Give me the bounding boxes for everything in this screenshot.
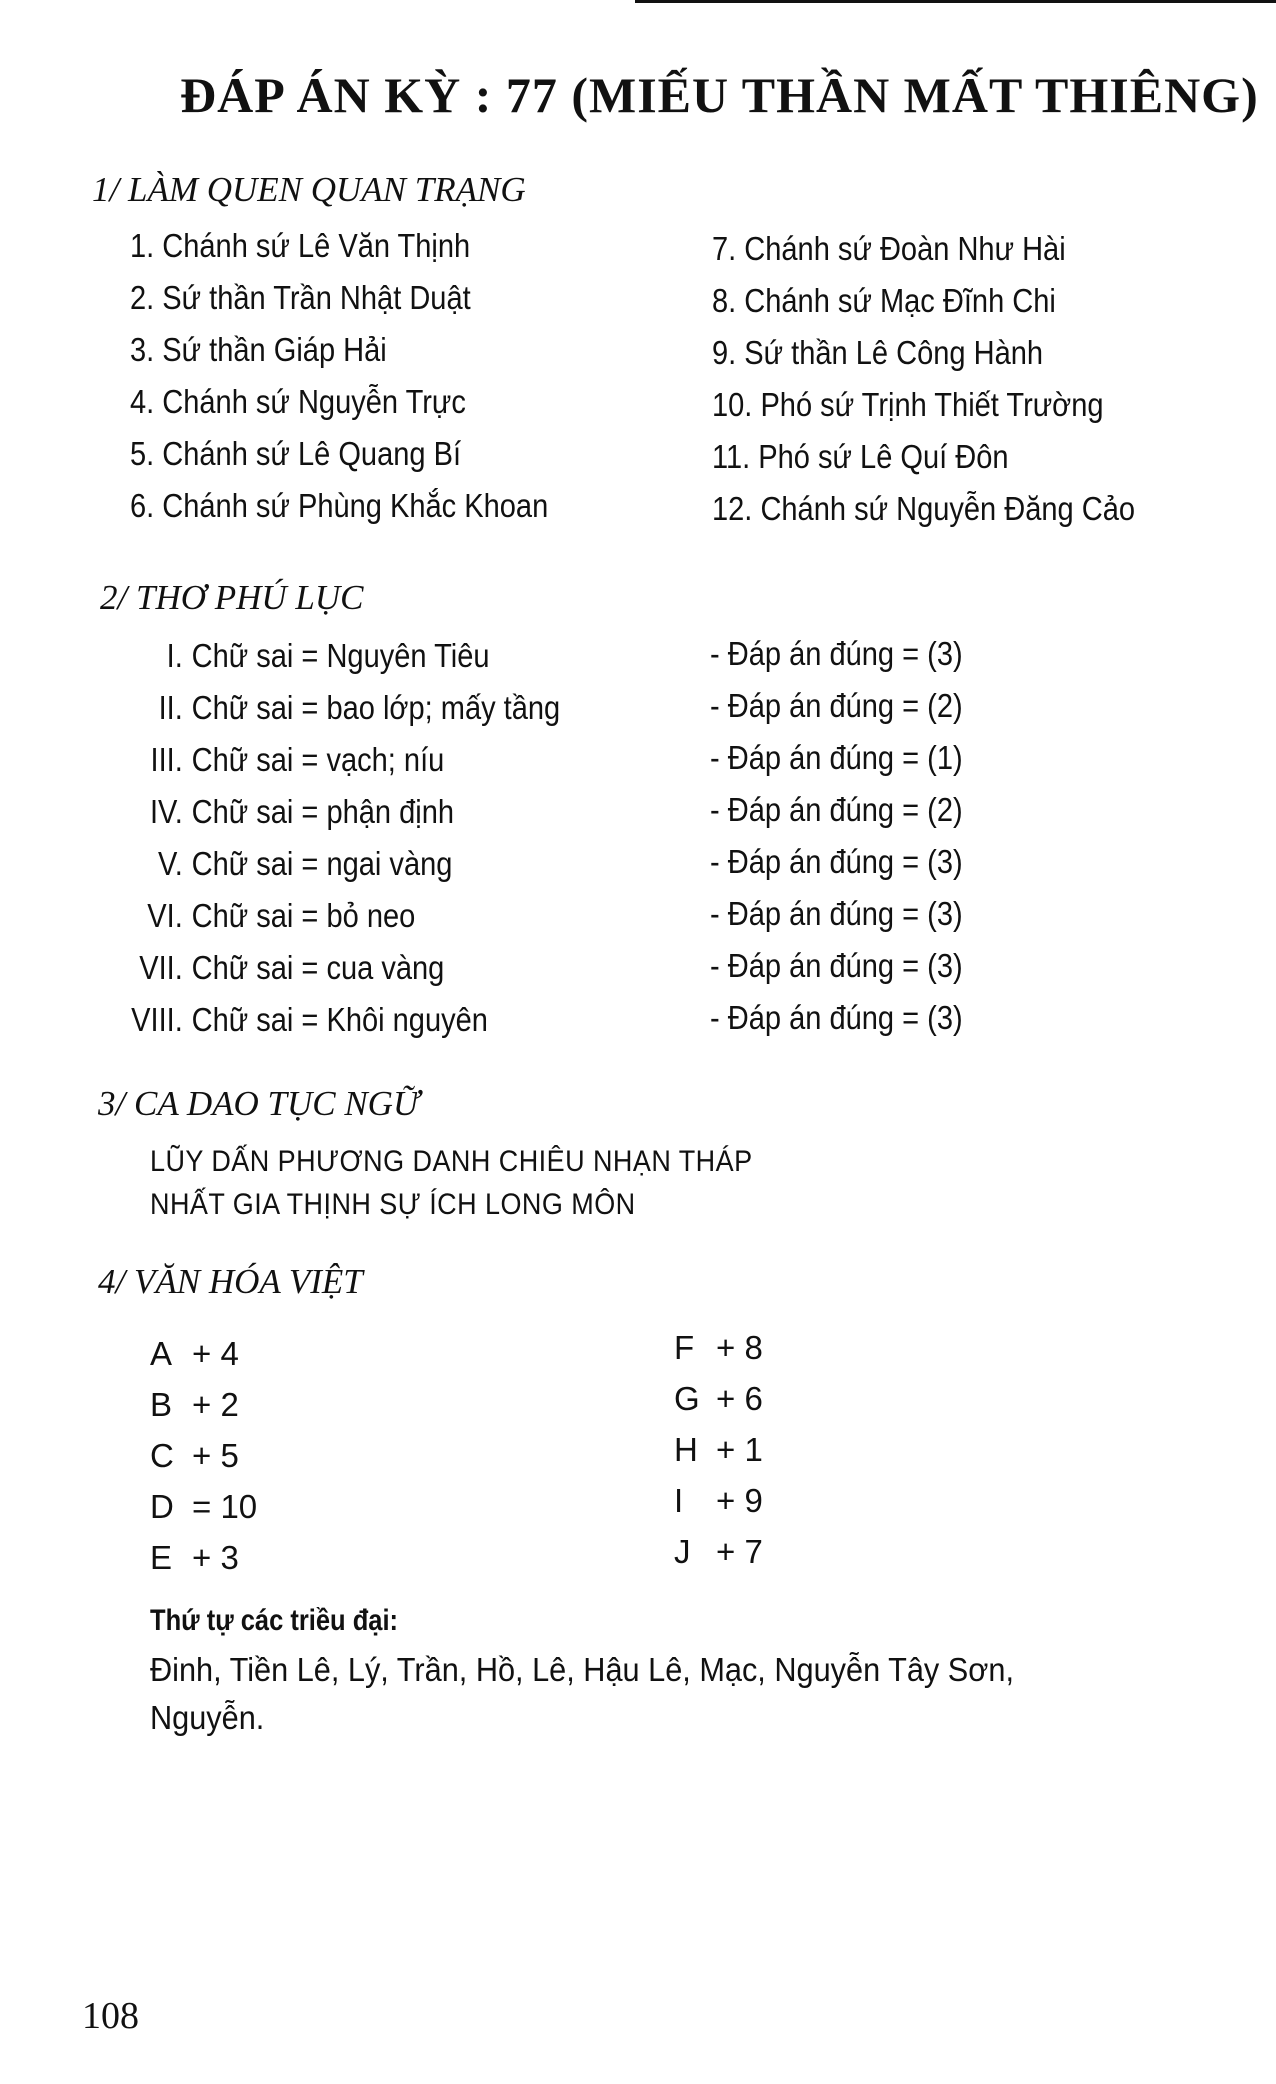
- list-item: [130, 630, 560, 682]
- roman-numeral: VIII.: [131, 1001, 183, 1038]
- pair-item: [674, 1373, 763, 1424]
- list-item: 1. Chánh sứ Lê Văn Thịnh: [130, 227, 471, 264]
- list-item: 12. Chánh sứ Nguyễn Đăng Cảo: [712, 490, 1136, 527]
- dynasty-order-heading: Thứ tự các triều đại:: [150, 1604, 399, 1637]
- pair-item: [150, 1430, 257, 1481]
- pair-item: [674, 1526, 763, 1577]
- section4-heading: 4/ VĂN HÓA VIỆT: [98, 1262, 363, 1301]
- pair-item: [150, 1532, 257, 1583]
- pair-item: [150, 1481, 257, 1532]
- pair-letter: C: [150, 1437, 174, 1474]
- page-title: ĐÁP ÁN KỲ : 77 (MIẾU THẦN MẤT THIÊNG): [180, 67, 1259, 123]
- answer-item: - Đáp án đúng = (3): [710, 999, 963, 1036]
- list-item: [130, 786, 560, 838]
- pair-value: + 7: [716, 1533, 763, 1570]
- list-item: 5. Chánh sứ Lê Quang Bí: [130, 435, 462, 472]
- roman-numeral: VII.: [139, 949, 183, 986]
- section2-answers: [710, 628, 963, 1044]
- pair-letter: H: [674, 1431, 698, 1468]
- wrong-word-text: Chữ sai = ngai vàng: [191, 845, 453, 882]
- section3-heading: 3/ CA DAO TỤC NGỮ: [98, 1084, 420, 1123]
- section3-proverb: [150, 1140, 753, 1226]
- pair-letter: D: [150, 1488, 174, 1525]
- wrong-word-text: Chữ sai = Nguyên Tiêu: [191, 637, 490, 674]
- pair-item: [150, 1379, 257, 1430]
- section2-heading: 2/ THƠ PHÚ LỤC: [100, 578, 364, 617]
- pair-letter: B: [150, 1386, 173, 1423]
- wrong-word-text: Chữ sai = bao lớp; mấy tầng: [191, 689, 561, 726]
- pair-letter: J: [674, 1533, 691, 1570]
- pair-value: + 6: [716, 1380, 763, 1417]
- pair-value: + 1: [716, 1431, 763, 1468]
- wrong-word-text: Chữ sai = Khôi nguyên: [191, 1001, 488, 1038]
- dynasty-order-text: Đinh, Tiền Lê, Lý, Trần, Hồ, Lê, Hậu Lê, Mạc, Nguyễn Tây Sơn, Nguyễn.: [150, 1651, 1014, 1736]
- answer-item: - Đáp án đúng = (3): [710, 947, 963, 984]
- list-item: 7. Chánh sứ Đoàn Như Hài: [712, 230, 1066, 267]
- wrong-word-text: Chữ sai = phận định: [191, 793, 455, 830]
- pair-value: + 5: [192, 1437, 239, 1474]
- roman-numeral: VI.: [147, 897, 183, 934]
- section1-heading: 1/ LÀM QUEN QUAN TRẠNG: [92, 170, 526, 209]
- pair-value: + 4: [192, 1335, 239, 1372]
- list-item: 2. Sứ thần Trần Nhật Duật: [130, 279, 471, 316]
- list-item: 4. Chánh sứ Nguyễn Trực: [130, 383, 466, 420]
- roman-numeral: I.: [166, 637, 183, 674]
- pair-value: + 9: [716, 1482, 763, 1519]
- page-number: 108: [82, 1995, 139, 2037]
- section1-left-list: [130, 220, 548, 532]
- pair-letter: A: [150, 1335, 173, 1372]
- pair-item: [150, 1328, 257, 1379]
- pair-value: = 10: [192, 1488, 258, 1525]
- top-rule: [635, 0, 1276, 3]
- roman-numeral: V.: [158, 845, 183, 882]
- list-item: 9. Sứ thần Lê Công Hành: [712, 334, 1044, 371]
- list-item: [130, 890, 560, 942]
- pair-item: [674, 1475, 763, 1526]
- list-item: [130, 734, 560, 786]
- list-item: 6. Chánh sứ Phùng Khắc Khoan: [130, 487, 549, 524]
- list-item: [130, 942, 560, 994]
- answer-item: - Đáp án đúng = (2): [710, 687, 963, 724]
- roman-numeral: II.: [158, 689, 183, 726]
- wrong-word-text: Chữ sai = bỏ neo: [191, 897, 416, 934]
- answer-item: - Đáp án đúng = (3): [710, 843, 963, 880]
- pair-letter: F: [674, 1329, 695, 1366]
- list-item: 3. Sứ thần Giáp Hải: [130, 331, 387, 368]
- answer-item: - Đáp án đúng = (2): [710, 791, 963, 828]
- pair-value: + 3: [192, 1539, 239, 1576]
- proverb-line: NHẤT GIA THỊNH SỰ ÍCH LONG MÔN: [150, 1188, 636, 1221]
- roman-numeral: III.: [150, 741, 183, 778]
- proverb-line: LŨY DẤN PHƯƠNG DANH CHIÊU NHẠN THÁP: [150, 1145, 753, 1178]
- list-item: [130, 994, 560, 1046]
- pair-letter: I: [674, 1482, 684, 1519]
- pair-item: [674, 1322, 763, 1373]
- list-item: 8. Chánh sứ Mạc Đĩnh Chi: [712, 282, 1056, 319]
- list-item: 10. Phó sứ Trịnh Thiết Trường: [712, 386, 1104, 423]
- pair-value: + 8: [716, 1329, 763, 1366]
- wrong-word-text: Chữ sai = cua vàng: [191, 949, 445, 986]
- list-item: [130, 838, 560, 890]
- list-item: [130, 682, 560, 734]
- list-item: 11. Phó sứ Lê Quí Đôn: [712, 438, 1009, 475]
- section4-left-pairs: [150, 1328, 257, 1583]
- answer-item: - Đáp án đúng = (3): [710, 895, 963, 932]
- pair-letter: G: [674, 1380, 700, 1417]
- answer-item: - Đáp án đúng = (3): [710, 635, 963, 672]
- pair-item: [674, 1424, 763, 1475]
- section1-right-list: [712, 223, 1135, 535]
- section2-wrong-words: [130, 630, 560, 1046]
- pair-letter: E: [150, 1539, 173, 1576]
- answer-item: - Đáp án đúng = (1): [710, 739, 963, 776]
- pair-value: + 2: [192, 1386, 239, 1423]
- wrong-word-text: Chữ sai = vạch; níu: [191, 741, 445, 778]
- section4-right-pairs: [674, 1322, 763, 1577]
- roman-numeral: IV.: [149, 793, 183, 830]
